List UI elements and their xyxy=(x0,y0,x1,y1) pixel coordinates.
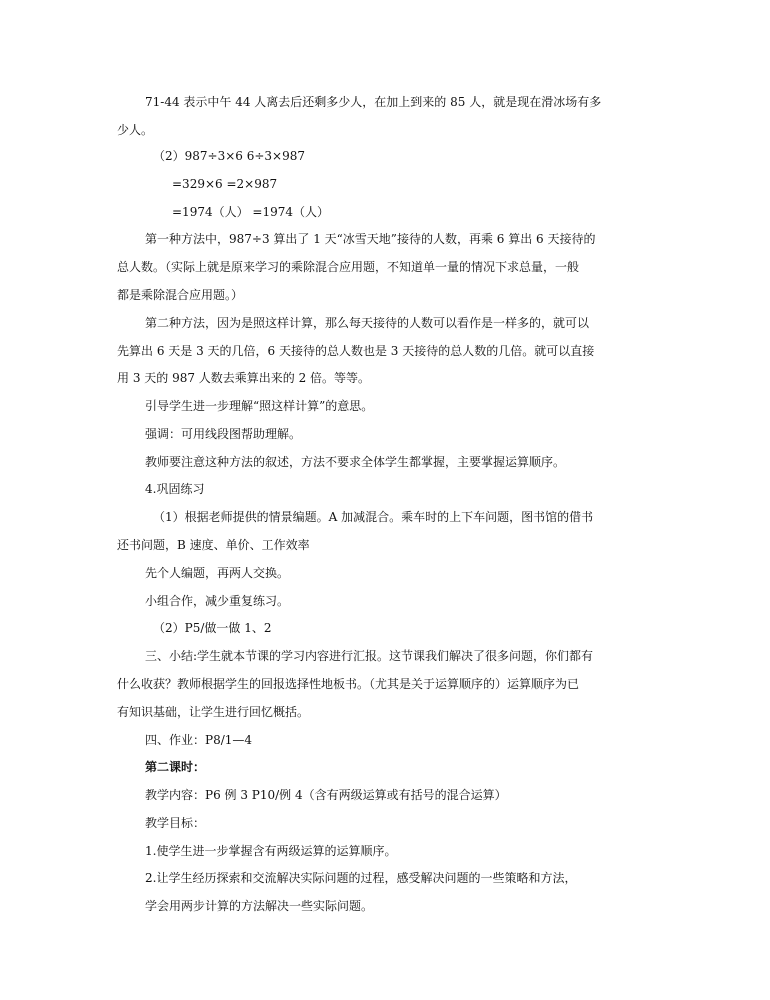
section-heading-second-lesson: 第二课时： xyxy=(145,760,206,774)
text-line-26: 教学内容：P6 例 3 P10/例 4（含有两级运算或有括号的混合运算） xyxy=(145,788,507,802)
text-line-13: 强调：可用线段图帮助理解。 xyxy=(145,427,302,441)
text-line-6: 第一种方法中，987÷3 算出了 1 天“冰雪天地”接待的人数，再乘 6 算出 6 天接待的 xyxy=(145,232,596,246)
text-line-3: （2）987÷3×6 6÷3×987 xyxy=(153,149,306,163)
text-line-11: 用 3 天的 987 人数去乘算出来的 2 倍。等等。 xyxy=(117,371,371,385)
text-line-8: 都是乘除混合应用题。） xyxy=(117,288,244,302)
text-line-10: 先算出 6 天是 3 天的几倍，6 天接待的总人数也是 3 天接待的总人数的几倍。就可以直接 xyxy=(117,344,595,358)
text-line-12: 引导学生进一步理解“照这样计算”的意思。 xyxy=(145,399,374,413)
text-line-19: 小组合作，减少重复练习。 xyxy=(145,594,290,608)
text-line-27: 教学目标： xyxy=(145,816,206,830)
text-line-29: 2.让学生经历探索和交流解决实际问题的过程，感受解决问题的一些策略和方法， xyxy=(145,871,577,885)
text-line-21: 三、小结:学生就本节课的学习内容进行汇报。这节课我们解决了很多问题，你们都有 xyxy=(145,649,594,663)
text-line-7: 总人数。（实际上就是原来学习的乘除混合应用题，不知道单一量的情况下求总量，一般 xyxy=(117,260,580,274)
text-line-30: 学会用两步计算的方法解决一些实际问题。 xyxy=(145,899,374,913)
text-line-23: 有知识基础，让学生进行回忆概括。 xyxy=(117,705,310,719)
section-heading-practice: 4.巩固练习 xyxy=(145,482,205,496)
text-line-9: 第二种方法，因为是照这样计算，那么每天接待的人数可以看作是一样多的，就可以 xyxy=(145,316,590,330)
text-line-28: 1.使学生进一步掌握含有两级运算的运算顺序。 xyxy=(145,844,397,858)
text-line-1: 71-44 表示中午 44 人离去后还剩多少人，在加上到来的 85 人，就是现在滑冰场有多 xyxy=(145,95,602,109)
text-line-22: 什么收获？教师根据学生的回报选择性地板书。（尤其是关于运算顺序的）运算顺序为已 xyxy=(117,677,580,691)
text-line-4: =329×6 =2×987 xyxy=(172,177,278,191)
text-line-17: 还书问题，B 速度、单价、工作效率 xyxy=(117,538,310,552)
text-line-18: 先个人编题，再两人交换。 xyxy=(145,566,290,580)
text-line-16: （1）根据老师提供的情景编题。A 加减混合。乘车时的上下车问题，图书馆的借书 xyxy=(153,510,594,524)
text-line-24: 四、作业：P8/1—4 xyxy=(145,733,253,747)
text-line-20: （2）P5/做一做 1、2 xyxy=(153,621,272,635)
text-line-2: 少人。 xyxy=(117,123,154,137)
text-line-14: 教师要注意这种方法的叙述，方法不要求全体学生都掌握，主要掌握运算顺序。 xyxy=(145,455,566,469)
text-line-5: =1974（人） =1974（人） xyxy=(172,205,330,219)
